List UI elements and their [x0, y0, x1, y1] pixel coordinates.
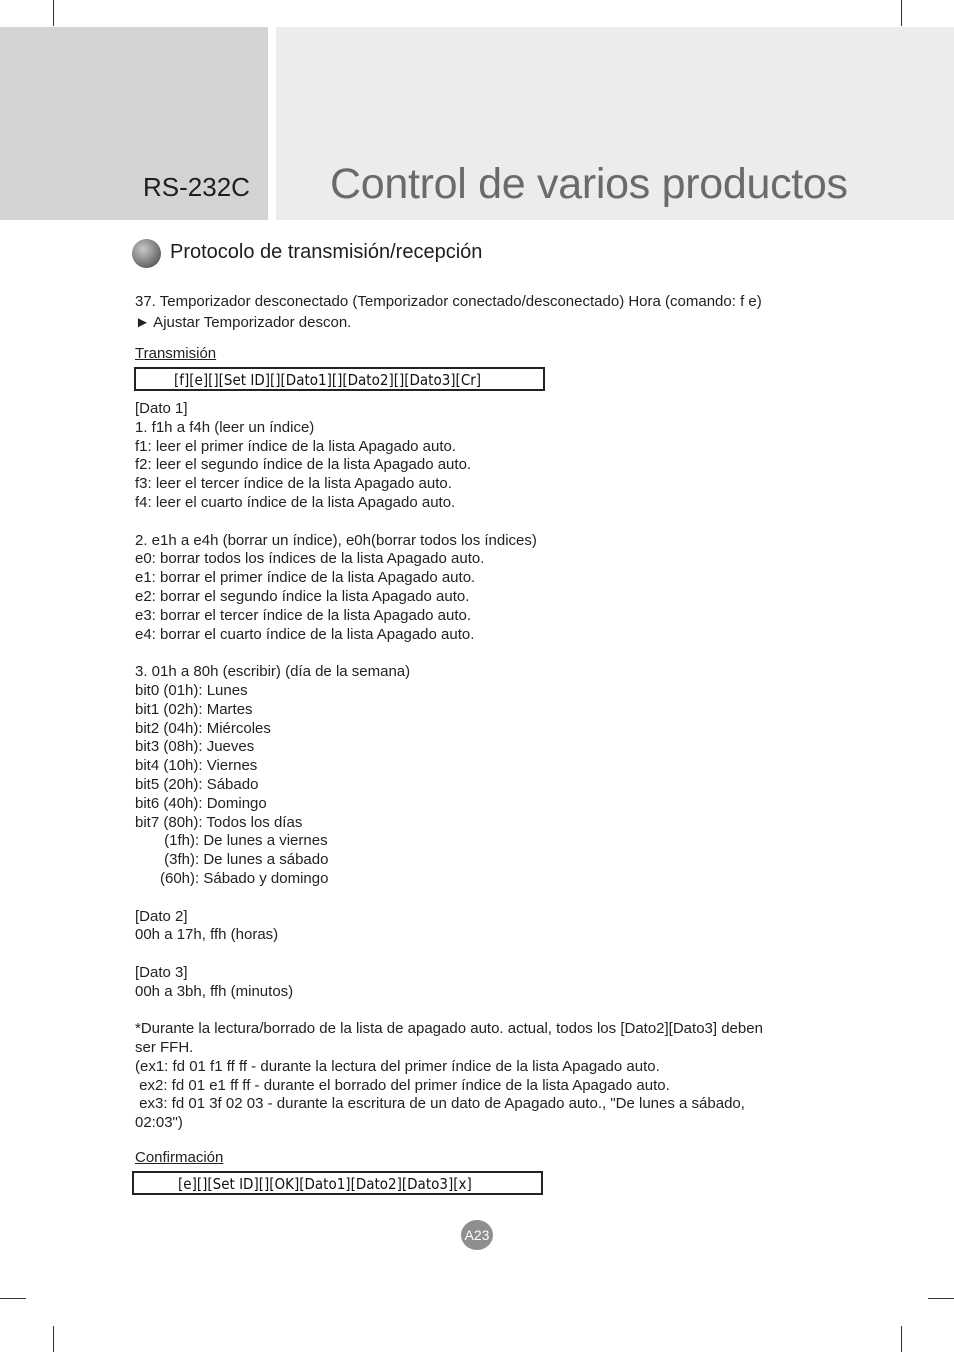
body-line: f4: leer el cuarto índice de la lista Apagado auto.	[135, 493, 456, 511]
transmission-label: Transmisión	[135, 345, 217, 362]
intro-line: ► Ajustar Temporizador descon.	[135, 314, 352, 331]
body-line: (3fh): De lunes a sábado	[135, 851, 329, 869]
body-line: e2: borrar el segundo índice la lista Apagado auto.	[135, 587, 470, 605]
description-body	[135, 400, 825, 1133]
transmission-command: [f][e][][Set ID][][Dato1][][Dato2][][Dato3][Cr]	[174, 371, 482, 389]
section-label: RS-232C	[143, 172, 250, 202]
body-line: (60h): Sábado y domingo	[135, 869, 329, 887]
body-line: [Dato 1]	[135, 400, 188, 417]
body-line: bit7 (80h): Todos los días	[135, 813, 303, 831]
body-line: (ex1: fd 01 f1 ff ff - durante la lectura del primer índice de la lista Apagado auto.	[135, 1057, 660, 1075]
confirmation-command: [e][][Set ID][][OK][Dato1][Dato2][Dato3][x]	[178, 1175, 472, 1193]
body-line: 3. 01h a 80h (escribir) (día de la semana)	[135, 663, 411, 681]
body-line: ser FFH.	[135, 1039, 194, 1057]
crop-mark	[901, 1326, 902, 1352]
intro-line: 37. Temporizador desconectado (Temporizador conectado/desconectado) Hora (comando: f e)	[135, 293, 762, 310]
body-line: f3: leer el tercer índice de la lista Apagado auto.	[135, 475, 452, 493]
body-line: *Durante la lectura/borrado de la lista de apagado auto. actual, todos los [Dato2][Dato3] deben	[135, 1020, 763, 1038]
body-line: bit5 (20h): Sábado	[135, 775, 259, 793]
crop-mark	[53, 0, 54, 26]
body-line: bit0 (01h): Lunes	[135, 681, 248, 699]
body-line: (1fh): De lunes a viernes	[135, 832, 328, 850]
body-line: [Dato 2]	[135, 907, 188, 925]
body-line: 00h a 3bh, ffh (minutos)	[135, 982, 294, 1000]
crop-mark	[928, 1298, 954, 1299]
body-line: e3: borrar el tercer índice de la lista Apagado auto.	[135, 606, 472, 624]
body-line	[135, 644, 825, 663]
body-line	[135, 945, 825, 964]
body-line: bit1 (02h): Martes	[135, 700, 253, 718]
crop-mark	[901, 0, 902, 26]
bullet-icon	[132, 239, 161, 268]
body-line: bit2 (04h): Miércoles	[135, 719, 271, 737]
body-line: e1: borrar el primer índice de la lista Apagado auto.	[135, 569, 476, 587]
body-line: bit4 (10h): Viernes	[135, 757, 258, 775]
body-line: ex3: fd 01 3f 02 03 - durante la escritura de un dato de Apagado auto., "De lunes a sábado,	[135, 1095, 745, 1113]
section-subtitle: Protocolo de transmisión/recepción	[170, 241, 483, 263]
body-line	[135, 889, 825, 908]
confirmation-label: Confirmación	[135, 1149, 224, 1166]
body-line: 1. f1h a f4h (leer un índice)	[135, 418, 315, 436]
body-line: [Dato 3]	[135, 963, 188, 981]
body-line	[135, 1002, 825, 1021]
transmission-command-box	[134, 367, 545, 391]
body-line	[135, 513, 825, 532]
page-title: Control de varios productos	[330, 160, 848, 208]
body-line: e4: borrar el cuarto índice de la lista Apagado auto.	[135, 625, 475, 643]
body-line: 00h a 17h, ffh (horas)	[135, 926, 279, 944]
confirmation-command-box	[132, 1171, 543, 1195]
body-line: 02:03")	[135, 1114, 183, 1132]
crop-mark	[0, 1298, 26, 1299]
body-line: ex2: fd 01 e1 ff ff - durante el borrado del primer índice de la lista Apagado auto.	[135, 1076, 670, 1094]
body-line: f2: leer el segundo índice de la lista Apagado auto.	[135, 456, 472, 474]
page-number: A23	[461, 1220, 493, 1250]
crop-mark	[53, 1326, 54, 1352]
command-intro	[135, 291, 762, 333]
body-line: e0: borrar todos los índices de la lista Apagado auto.	[135, 550, 485, 568]
body-line: f1: leer el primer índice de la lista Apagado auto.	[135, 437, 457, 455]
body-line: bit6 (40h): Domingo	[135, 794, 267, 812]
body-line: 2. e1h a e4h (borrar un índice), e0h(borrar todos los índices)	[135, 531, 537, 549]
body-line: bit3 (08h): Jueves	[135, 738, 255, 756]
